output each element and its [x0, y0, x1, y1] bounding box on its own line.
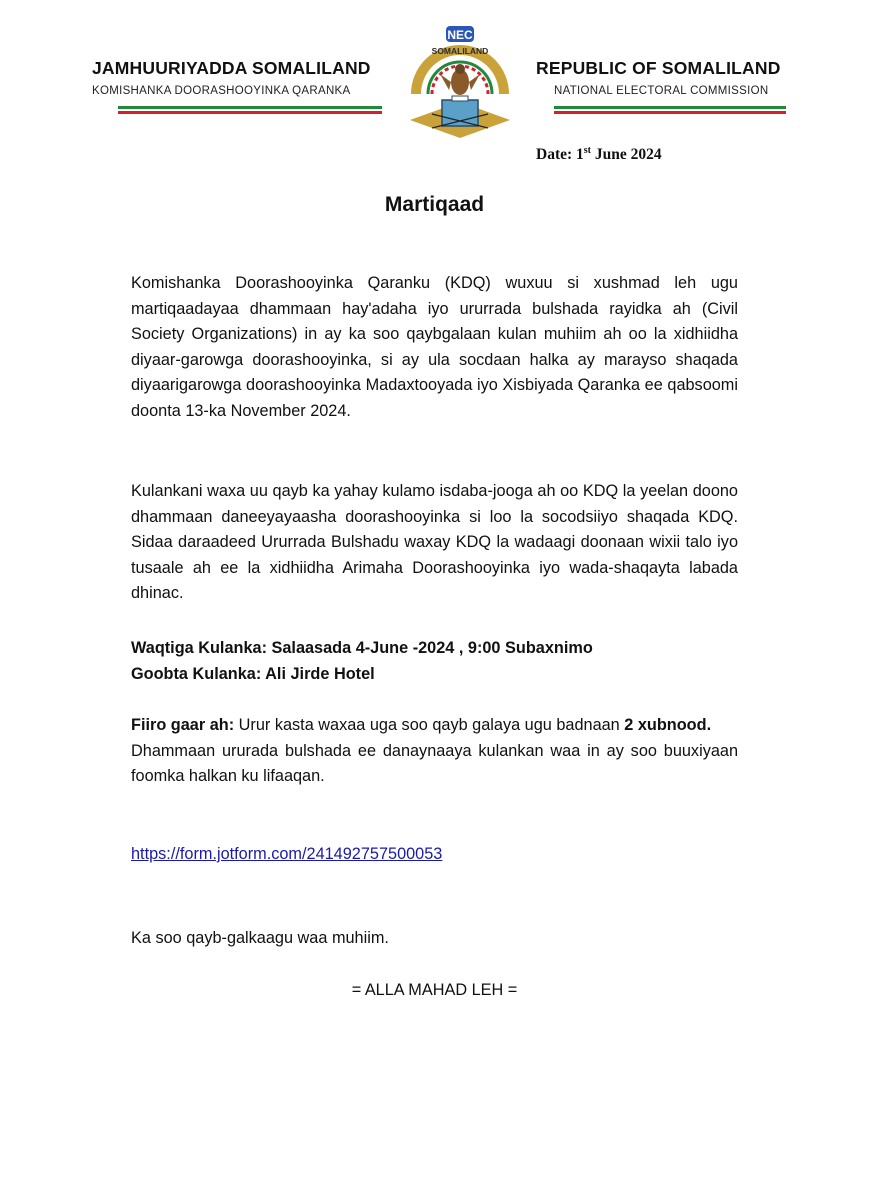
date-label: Date: 1	[536, 146, 584, 164]
header-right-green-stripe	[554, 106, 786, 109]
header-left-green-stripe	[118, 106, 382, 109]
registration-form-link[interactable]: https://form.jotform.com/241492757500053	[131, 845, 443, 863]
date-rest: June 2024	[591, 146, 662, 164]
logo-somaliland-text: SOMALILAND	[431, 46, 489, 56]
note-count: 2 xubnood.	[624, 716, 712, 734]
logo-nec-text: NEC	[447, 28, 473, 42]
header-left	[92, 58, 384, 97]
date-suffix: st	[583, 145, 592, 156]
closing-line: Ka soo qayb-galkaagu waa muhiim.	[131, 929, 389, 947]
header-right-subtitle: NATIONAL ELECTORAL COMMISSION	[554, 85, 769, 97]
header-left-subtitle: KOMISHANKA DOORASHOOYINKA QARANKA	[92, 85, 351, 97]
meeting-venue: Goobta Kulanka: Ali Jirde Hotel	[131, 664, 375, 683]
note-label: Fiiro gaar ah:	[131, 716, 235, 734]
closing-thanks: = ALLA MAHAD LEH =	[351, 981, 518, 999]
paragraph-invitation: Komishanka Doorashooyinka Qaranku (KDQ) wuxuu si xushmad leh ugu martiqaadayaa dhammaan hay'adaha iyo ururrada bulshada rayidka ah (Civil Society Organizations) in ay ka soo qaybgalaan kulan muhiim ah oo la xidhiidha diyaar-garowga doorashooyinka, si ay ula socdaan halka ay marayso shaqada diyaarigarowga doorashooyinka Madaxtooyada iyo Xisbiyada Qaranka ee qabsoomi doonta 13-ka November 2024.	[131, 274, 738, 420]
header-left-red-stripe	[118, 111, 382, 114]
nec-logo-emblem	[402, 24, 518, 144]
letter-date	[536, 145, 662, 164]
header-right	[536, 58, 786, 97]
paragraph-context: Kulankani waxa uu qayb ka yahay kulamo isdaba-jooga ah oo KDQ la yeelan doono dhammaan daneeyayaasha doorashooyinka si loo la socodsiiyo shaqada KDQ. Sidaa daraadeed Ururrada Bulshadu waxay KDQ la wadaagi doonaan wixii talo iyo tusaale ah ee la xidhiidha Arimaha Doorashooyinka iyo wada-shaqayta labada dhinac.	[131, 482, 738, 603]
note-text-2: Dhammaan ururada bulshada ee danaynaaya kulankan waa in ay soo buuxiyaan foomka halkan ku lifaaqan.	[131, 741, 738, 786]
meeting-time: Waqtiga Kulanka: Salaasada 4-June -2024 , 9:00 Subaxnimo	[131, 639, 593, 657]
header-right-red-stripe	[554, 111, 786, 114]
header-left-title: JAMHUURIYADDA SOMALILAND	[92, 58, 371, 78]
header-right-title: REPUBLIC OF SOMALILAND	[536, 58, 781, 78]
note-text: Urur kasta waxaa uga soo qayb galaya ugu badnaan	[234, 716, 625, 734]
special-note	[131, 713, 738, 790]
letter-title: Martiqaad	[384, 193, 485, 216]
meeting-details	[131, 636, 593, 687]
nec-logo	[402, 24, 518, 144]
